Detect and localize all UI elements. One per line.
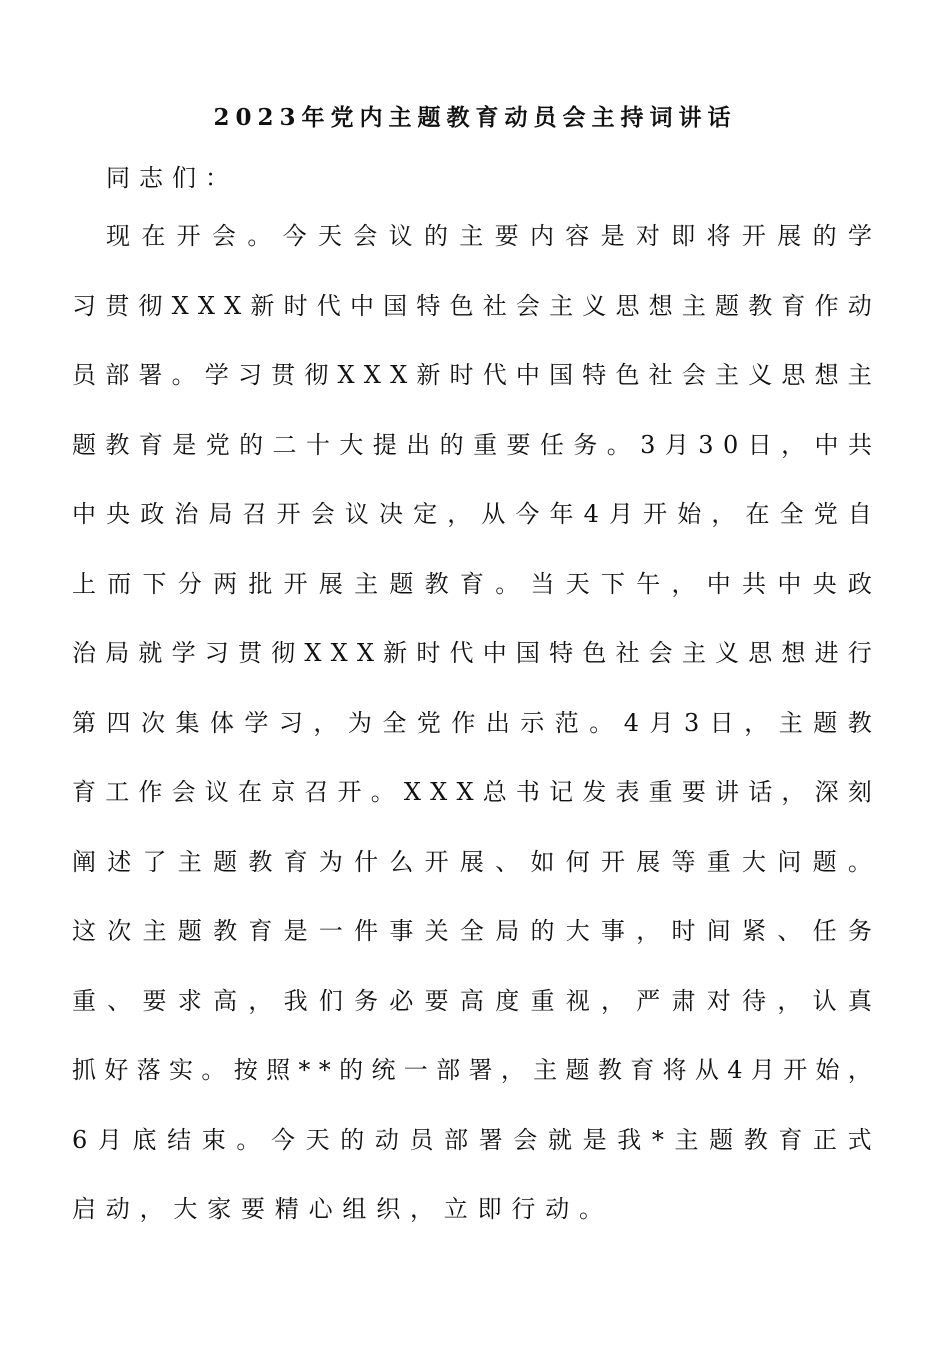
body-line: 启动，大家要精心组织，立即行动。 [72,1195,613,1223]
body-line: 现 在 开 会 。 今 天 会 议 的 主 要 内 容 是 对 即 将 开 展 的 学 [106,222,872,250]
body-line: 重 、 要 求 高 ， 我 们 务 必 要 高 度 重 视 ， 严 肃 对 待 ， 认 真 [72,986,872,1015]
document-title: 2023年党内主题教育动员会主持词讲话 [213,104,737,131]
body-line: 习 贯 彻 X X X 新 时 代 中 国 特 色 社 会 主 义 思 想 主 题 教 育 作 动 [72,291,872,320]
body-line: 上 而 下 分 两 批 开 展 主 题 教 育 。 当 天 下 午 ， 中 共 中 央 政 [72,569,872,598]
body-line: 中 央 政 治 局 召 开 会 议 决 定 ， 从 今 年 4 月 开 始 ， 在 全 党 自 [72,500,872,528]
body-line: 第 四 次 集 体 学 习 ， 为 全 党 作 出 示 范 。 4 月 3 日 ， 主 题 教 [72,708,872,737]
body-line: 育 工 作 会 议 在 京 召 开 。 X X X 总 书 记 发 表 重 要 讲 话 ， 深 刻 [72,778,872,806]
body-line: 6 月 底 结 束 。 今 天 的 动 员 部 署 会 就 是 我 * 主 题 教 育 正 式 [72,1125,872,1154]
document-body [72,216,872,1259]
body-line: 题 教 育 是 党 的 二 十 大 提 出 的 重 要 任 务 。 3 月 3 0 日 ， 中 共 [72,430,872,459]
body-line: 阐 述 了 主 题 教 育 为 什 么 开 展 、 如 何 开 展 等 重 大 问 题 。 [72,847,872,876]
body-line: 治 局 就 学 习 贯 彻 X X X 新 时 代 中 国 特 色 社 会 主 义 思 想 进 行 [72,639,872,667]
body-line: 这 次 主 题 教 育 是 一 件 事 关 全 局 的 大 事 ， 时 间 紧 、 任 务 [72,917,872,945]
body-line: 员 部 署 。 学 习 贯 彻 X X X 新 时 代 中 国 特 色 社 会 主 义 思 想 主 [72,361,872,389]
salutation: 同志们： [106,164,238,192]
body-line: 抓 好 落 实 。 按 照 * * 的 统 一 部 署 ， 主 题 教 育 将 从 4 月 开 始 ， [72,1056,872,1084]
